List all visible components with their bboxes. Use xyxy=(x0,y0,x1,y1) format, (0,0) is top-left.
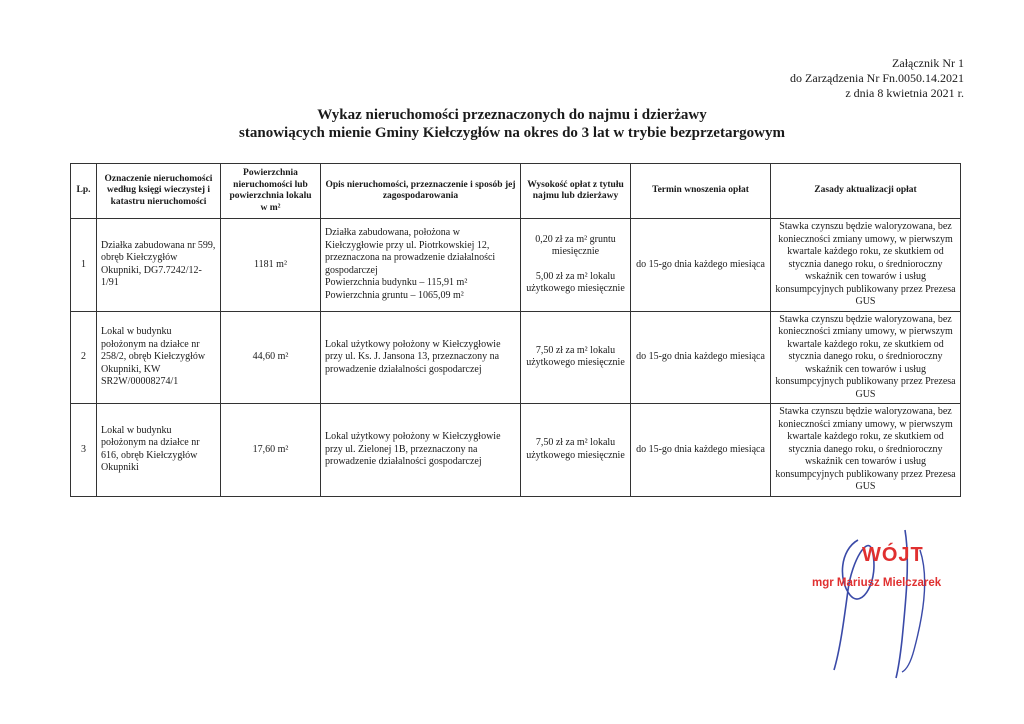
header-termin: Termin wnoszenia opłat xyxy=(631,164,771,219)
table-row xyxy=(71,311,961,404)
row-powierzchnia: 1181 m² xyxy=(221,219,321,312)
row-oplata xyxy=(521,404,631,497)
annex-date: z dnia 8 kwietnia 2021 r. xyxy=(845,86,964,100)
row-lp: 1 xyxy=(71,219,97,312)
row-zasady: Stawka czynszu będzie waloryzowana, bez konieczności zmiany umowy, w pierwszym kwartale każdego roku, ze skutkiem od stycznia danego roku, o średnioroczny wskaźnik cen towarów i usług konsumpcyjnych publikowany przez Prezesa GUS xyxy=(771,404,961,497)
header-opis: Opis nieruchomości, przeznaczenie i sposób jej zagospodarowania xyxy=(321,164,521,219)
row-lp: 3 xyxy=(71,404,97,497)
row-opis xyxy=(321,311,521,404)
opis-line: Lokal użytkowy położony w Kiełczygłowie przy ul. Zielonej 1B, przeznaczony na prowadzenie działalności gospodarczej xyxy=(325,431,501,467)
row-oznaczenie: Lokal w budynku położonym na działce nr 616, obręb Kiełczygłów Okupniki xyxy=(97,404,221,497)
header-zasady: Zasady aktualizacji opłat xyxy=(771,164,961,219)
oplata-line: 7,50 zł za m² lokalu użytkowego miesięcznie xyxy=(526,437,625,461)
title-line-2: stanowiących mienie Gminy Kiełczygłów na okres do 3 lat w trybie bezprzetargowym xyxy=(239,125,785,141)
annex-reference xyxy=(790,56,964,101)
stamp-title: WÓJT xyxy=(862,544,924,566)
row-oplata xyxy=(521,219,631,312)
row-oplata xyxy=(521,311,631,404)
opis-line: Powierzchnia budynku – 115,91 m² xyxy=(325,277,468,289)
document-title xyxy=(0,106,1024,142)
table-header-row xyxy=(71,164,961,219)
header-oplata: Wysokość opłat z tytułu najmu lub dzierżawy xyxy=(521,164,631,219)
opis-line: Powierzchnia gruntu – 1065,09 m² xyxy=(325,289,464,301)
row-zasady: Stawka czynszu będzie waloryzowana, bez konieczności zmiany umowy, w pierwszym kwartale każdego roku, ze skutkiem od stycznia danego roku, o średnioroczny wskaźnik cen towarów i usług konsumpcyjnych publikowany przez Prezesa GUS xyxy=(771,311,961,404)
header-lp: Lp. xyxy=(71,164,97,219)
property-table xyxy=(70,163,961,497)
opis-line: Działka zabudowana, położona w Kiełczygłowie przy ul. Piotrkowskiej 12, przeznaczona na prowadzenie działalności gospodarczej xyxy=(325,227,496,276)
header-powierzchnia: Powierzchnia nieruchomości lub powierzchnia lokalu w m² xyxy=(221,164,321,219)
table-row xyxy=(71,219,961,312)
row-lp: 2 xyxy=(71,311,97,404)
oplata-line: 0,20 zł za m² gruntu miesięcznie xyxy=(535,233,616,258)
row-termin: do 15-go dnia każdego miesiąca xyxy=(631,219,771,312)
annex-number: Załącznik Nr 1 xyxy=(892,56,964,70)
title-line-1: Wykaz nieruchomości przeznaczonych do najmu i dzierżawy xyxy=(317,107,707,123)
table-row xyxy=(71,404,961,497)
row-powierzchnia: 17,60 m² xyxy=(221,404,321,497)
row-opis xyxy=(321,219,521,312)
row-oznaczenie: Lokal w budynku położonym na działce nr 258/2, obręb Kiełczygłów Okupniki, KW SR2W/00008274/1 xyxy=(97,311,221,404)
row-oznaczenie: Działka zabudowana nr 599, obręb Kiełczygłów Okupniki, DG7.7242/12-1/91 xyxy=(97,219,221,312)
header-oznaczenie: Oznaczenie nieruchomości według księgi wieczystej i katastru nieruchomości xyxy=(97,164,221,219)
stamp-name: mgr Mariusz Mielczarek xyxy=(812,577,942,589)
annex-ordinance: do Zarządzenia Nr Fn.0050.14.2021 xyxy=(790,71,964,85)
oplata-line: 5,00 zł za m² lokalu użytkowego miesięcznie xyxy=(526,270,625,295)
oplata-line: 7,50 zł za m² lokalu użytkowego miesięcznie xyxy=(526,344,625,369)
row-termin: do 15-go dnia każdego miesiąca xyxy=(631,404,771,497)
opis-line: Lokal użytkowy położony w Kiełczygłowie przy ul. Ks. J. Jansona 13, przeznaczony na prowadzenie działalności gospodarczej xyxy=(325,338,501,375)
row-termin: do 15-go dnia każdego miesiąca xyxy=(631,311,771,404)
row-opis xyxy=(321,404,521,497)
row-powierzchnia: 44,60 m² xyxy=(221,311,321,404)
row-zasady: Stawka czynszu będzie waloryzowana, bez konieczności zmiany umowy, w pierwszym kwartale każdego roku, ze skutkiem od stycznia danego roku, o średnioroczny wskaźnik cen towarów i usług konsumpcyjnych publikowany przez Prezesa GUS xyxy=(771,219,961,312)
